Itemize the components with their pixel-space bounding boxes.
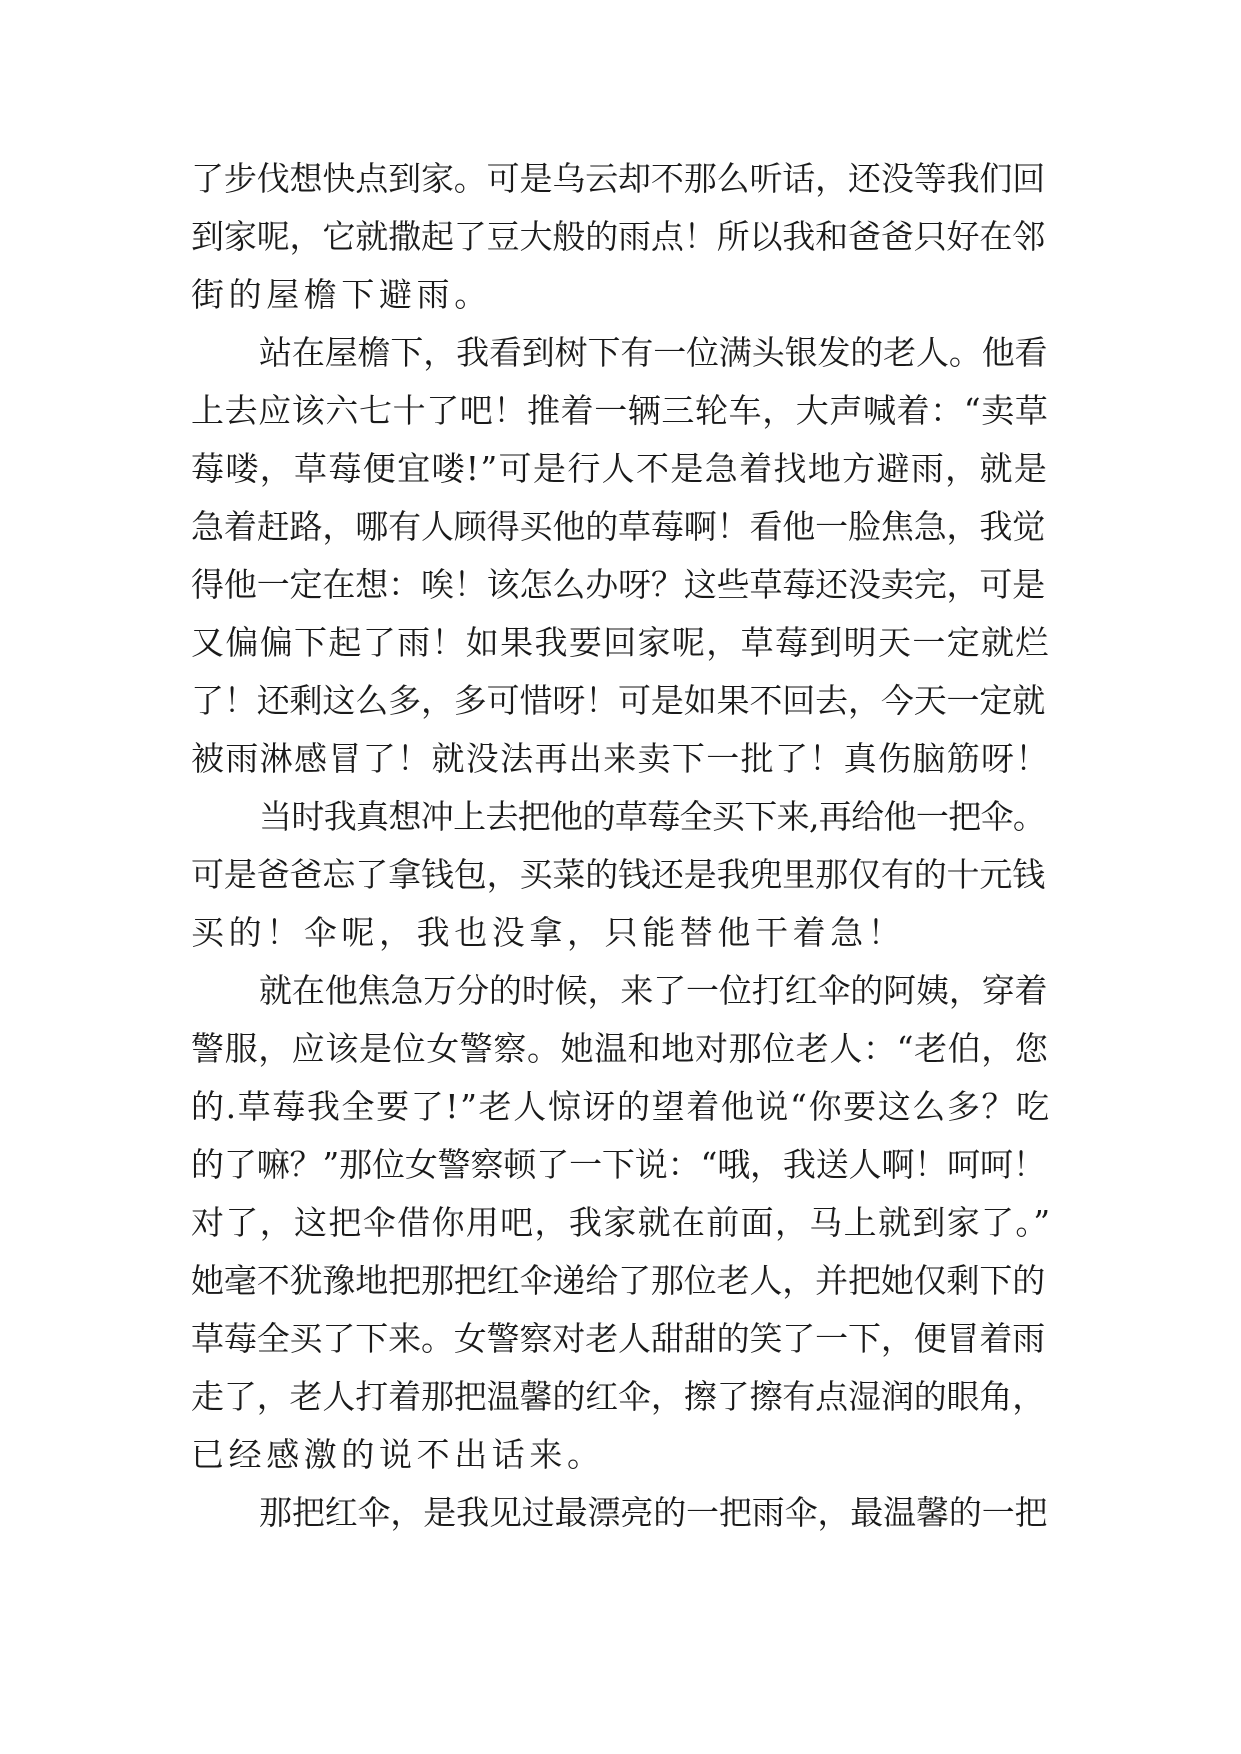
text-line: 得他一定在想：唉！该怎么办呀？这些草莓还没卖完，可是 — [191, 565, 1046, 604]
text-line: 草莓全买了下来。女警察对老人甜甜的笑了一下，便冒着雨 — [191, 1319, 1046, 1358]
text-line: 那把红伞，是我见过最漂亮的一把雨伞，最温馨的一把 — [259, 1493, 1048, 1532]
text-line: 了步伐想快点到家。可是乌云却不那么听话，还没等我们回 — [191, 159, 1046, 198]
text-line: 莓喽，草莓便宜喽!”可是行人不是急着找地方避雨，就是 — [191, 449, 1049, 488]
text-line: 当时我真想冲上去把他的草莓全买下来,再给他一把伞。 — [259, 797, 1046, 836]
text-line: 到家呢，它就撒起了豆大般的雨点！所以我和爸爸只好在邻 — [191, 217, 1046, 256]
text-line: 她毫不犹豫地把那把红伞递给了那位老人，并把她仅剩下的 — [191, 1261, 1046, 1300]
text-line: 已经感激的说不出话来。 — [191, 1435, 605, 1474]
text-line: 就在他焦急万分的时候，来了一位打红伞的阿姨，穿着 — [259, 971, 1048, 1010]
text-line: 可是爸爸忘了拿钱包，买菜的钱还是我兜里那仅有的十元钱 — [191, 855, 1046, 894]
text-line: 走了，老人打着那把温馨的红伞，擦了擦有点湿润的眼角， — [191, 1377, 1046, 1416]
text-line: 被雨淋感冒了！就没法再出来卖下一批了！真伤脑筋呀！ — [191, 739, 1050, 778]
body-text — [191, 150, 1051, 1542]
text-line: 街的屋檐下避雨。 — [191, 275, 492, 314]
text-line: 站在屋檐下，我看到树下有一位满头银发的老人。他看 — [259, 333, 1048, 372]
text-line: 警服，应该是位女警察。她温和地对那位老人：“老伯，您 — [191, 1029, 1049, 1068]
text-line: 了！还剩这么多，多可惜呀！可是如果不回去，今天一定就 — [191, 681, 1046, 720]
text-line: 的了嘛？”那位女警察顿了一下说：“哦，我送人啊！呵呵！ — [191, 1145, 1046, 1184]
text-line: 的.草莓我全要了!”老人惊讶的望着他说“你要这么多？吃 — [191, 1087, 1051, 1126]
text-line: 上去应该六七十了吧！推着一辆三轮车，大声喊着：“卖草 — [191, 391, 1049, 430]
text-line: 对了，这把伞借你用吧，我家就在前面，马上就到家了。” — [191, 1203, 1052, 1242]
text-line: 急着赶路，哪有人顾得买他的草莓啊！看他一脸焦急，我觉 — [191, 507, 1046, 546]
text-line: 又偏偏下起了雨！如果我要回家呢，草莓到明天一定就烂 — [191, 623, 1050, 662]
text-line: 买的！伞呢，我也没拿，只能替他干着急！ — [191, 913, 906, 952]
